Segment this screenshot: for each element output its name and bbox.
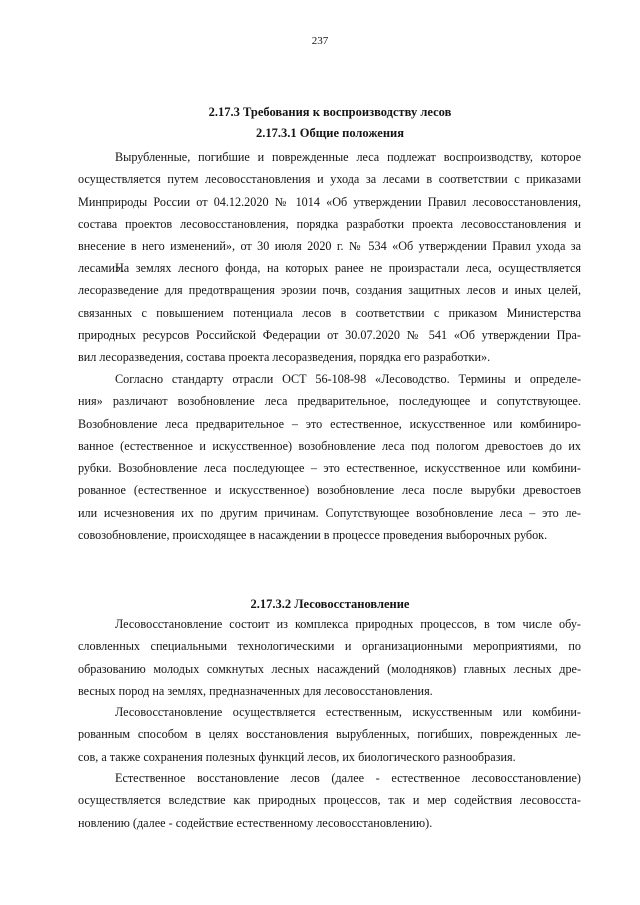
text-line: Лесовосстановление осуществляется естественным, искусственным или комбини- [115, 705, 581, 719]
text-line: лесами». [78, 261, 125, 276]
text-line: внесение в него изменений», от 30 июля 2020 г. № 534 «Об утверждении Правил ухода за [78, 239, 581, 254]
paragraph-4 [78, 613, 581, 702]
text-line: весных пород на землях, предназначенных для лесовосстановления. [78, 683, 433, 698]
text-line: сов, а также сохранения полезных функций лесов, их биологического разнообразия. [78, 749, 516, 764]
text-line: ванное (естественное и искусственное) возобновление леса под пологом древостоев до их [78, 438, 581, 453]
text-line: совозобновление, происходящее в насаждении в процессе проведения выборочных рубок. [78, 528, 548, 543]
text-line: осуществляется вследствие как природных процессов, так и мер содействия лесовосста- [78, 793, 581, 808]
text-line: образованию молодых сомкнутых лесных насаждений (молодняков) главных лесных дре- [78, 661, 581, 676]
paragraph-2 [78, 257, 581, 368]
text-line: новлению (далее - содействие естественному лесовосстановлению). [78, 815, 433, 830]
text-line: Минприроды России от 04.12.2020 № 1014 «Об утверждении Правил лесовосстановления, [78, 194, 581, 209]
subsection-heading-general: 2.17.3.1 Общие положения [255, 126, 404, 140]
subsection-heading-reforestation: 2.17.3.2 Лесовосстановление [250, 597, 410, 611]
paragraph-3 [78, 368, 581, 546]
paragraph-6 [78, 767, 581, 834]
text-line: природных ресурсов Российской Федерации от 30.07.2020 № 541 «Об утверждении Пра- [78, 327, 581, 342]
paragraph-5 [78, 701, 581, 768]
text-line: Согласно стандарту отрасли ОСТ 56-108-98 «Лесоводство. Термины и определе- [115, 372, 581, 386]
text-line: рованное (естественное и искусственное) возобновление леса после вырубки древостоев [78, 483, 581, 498]
text-line: Возобновление леса предварительное – это естественное, искусственное или комбиниро- [78, 416, 581, 431]
text-line: осуществляется путем лесовосстановления и ухода за лесами в соответствии с приказами [78, 172, 581, 187]
text-line: На землях лесного фонда, на которых ранее не произрастали леса, осуществляется [115, 261, 581, 275]
text-line: связанных с повышением потенциала лесов в соответствии с приказом Министерства [78, 305, 581, 320]
text-line: словленных специальными технологическими и организационными мероприятиями, по [78, 639, 581, 654]
text-line: Лесовосстановление состоит из комплекса природных процессов, в том числе обу- [115, 617, 581, 631]
text-line: Естественное восстановление лесов (далее - естественное лесовосстановление) [115, 771, 581, 785]
text-line: рованным способом в целях восстановления вырубленных, погибших, поврежденных ле- [78, 727, 581, 742]
page-number: 237 [311, 35, 329, 47]
text-line: Вырубленные, погибшие и поврежденные леса подлежат воспроизводству, которое [115, 150, 581, 164]
section-heading: 2.17.3 Требования к воспроизводству лесов [208, 105, 452, 119]
text-line: вил лесоразведения, состава проекта лесоразведения, порядка его разработки». [78, 350, 491, 365]
text-line: состава проектов лесовосстановления, порядка разработки проекта лесовосстановления и [78, 216, 581, 231]
text-line: или исчезновения их по другим причинам. Сопутствующее возобновление леса – это ле- [78, 505, 581, 520]
text-line: рубки. Возобновление леса последующее – это естественное, искусственное или комбини- [78, 461, 581, 476]
text-line: ния» различают возобновление леса предварительное, последующее и сопутствующее. [78, 394, 581, 409]
text-line: лесоразведение для предотвращения эрозии почв, создания защитных лесов и иных целей, [78, 283, 581, 298]
